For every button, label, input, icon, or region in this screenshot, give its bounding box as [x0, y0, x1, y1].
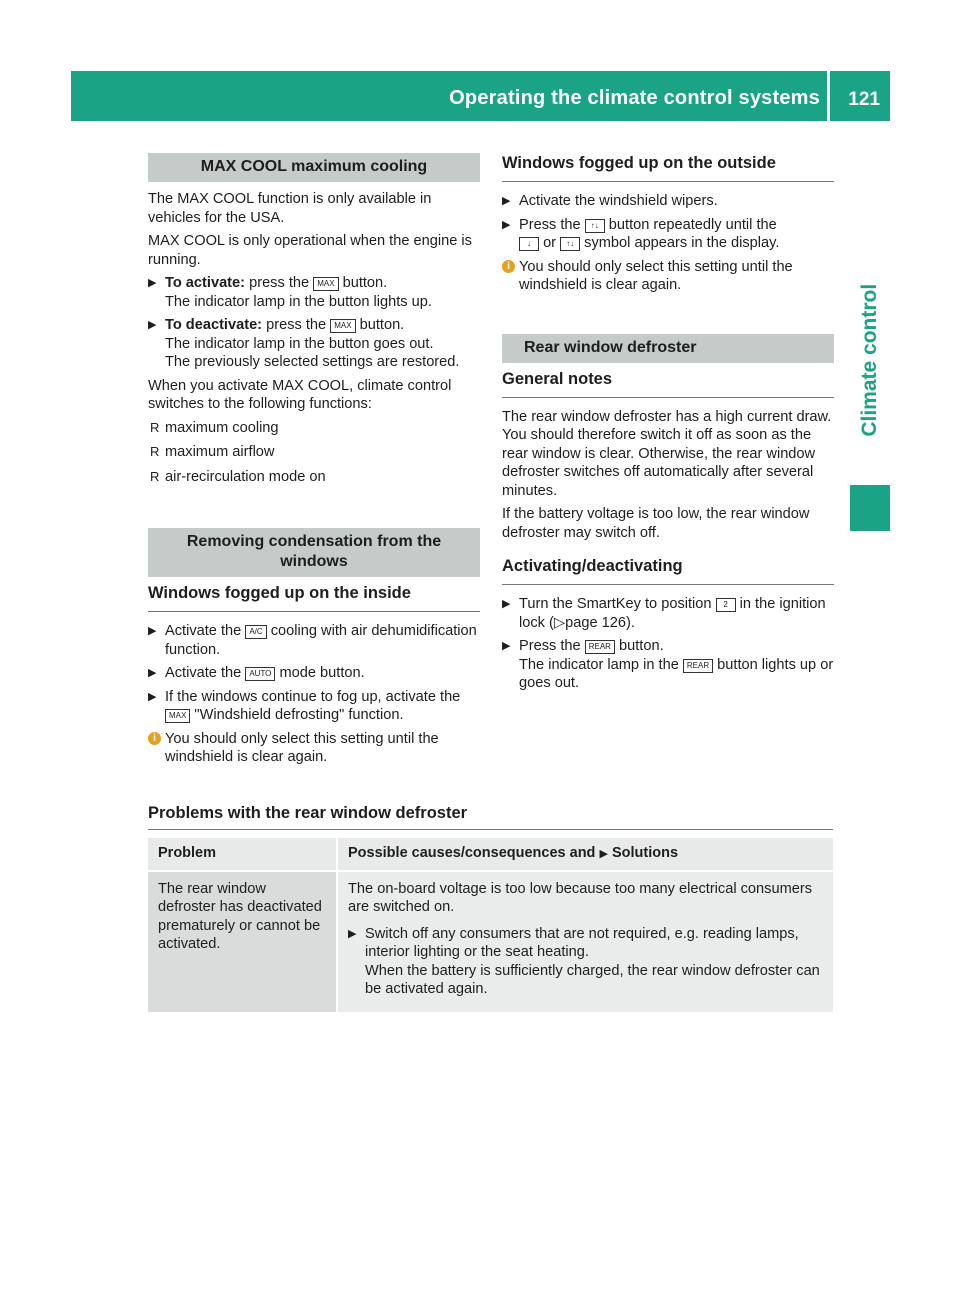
header-title: Operating the climate control systems: [449, 87, 820, 109]
rear-defrost-key-icon: REAR: [585, 640, 615, 654]
arrow-icon: ▶: [148, 319, 157, 331]
arrow-icon: ▶: [148, 277, 157, 289]
header-divider: [827, 71, 830, 121]
rear-p1: The rear window defroster has a high current draw. You should therefore switch it off as soon as the rear window is clear. Otherwise, the rear window defroster switches off automatically after several minutes.: [502, 408, 832, 499]
outside-step-2: ▶ Press the ↑↓ button repeatedly until the ↓ or ↑↓ symbol appears in the display.: [502, 216, 780, 251]
windshield-defrost-key-icon: MAX: [165, 709, 190, 723]
airflow-down-icon: ↓: [519, 237, 539, 251]
outside-step-1: ▶ Activate the windshield wipers.: [502, 193, 718, 209]
chapter-tab: [850, 283, 890, 437]
column-header-solutions: Possible causes/consequences and ▶ Solutions: [337, 838, 833, 871]
page-number: 121: [848, 89, 880, 110]
max-cool-key-icon: MAX: [313, 277, 338, 291]
info-icon: i: [502, 260, 515, 273]
airflow-up-down-icon: ↑↓: [560, 237, 580, 251]
inside-step-3: ▶ If the windows continue to fog up, activate the MAX "Windshield defrosting" function.: [148, 688, 461, 723]
deactivate-step: ▶ To deactivate: press the MAX button. The indicator lamp in the button goes out. The previously selected settings are restored.: [148, 317, 460, 370]
arrow-icon: ▶: [502, 640, 511, 652]
arrow-icon: ▶: [148, 625, 157, 637]
activating-heading: Activating/deactivating: [502, 550, 834, 585]
right-column: [502, 153, 834, 698]
max-cool-p2: MAX COOL is only operational when the engine is running.: [148, 233, 472, 268]
max-cool-key-icon: MAX: [330, 319, 355, 333]
rear-step-1: ▶ Turn the SmartKey to position 2 in the ignition lock (▷page 126).: [502, 596, 826, 631]
list-item: R maximum airflow: [150, 444, 275, 460]
table-row: [148, 871, 833, 1012]
rear-defrost-key-icon: REAR: [683, 659, 713, 673]
arrow-icon: ▶: [148, 667, 157, 679]
problems-heading: Problems with the rear window defroster: [148, 803, 833, 830]
page-reference-icon: ▷: [553, 614, 566, 631]
rear-defroster-heading: Rear window defroster: [502, 334, 834, 363]
page-reference[interactable]: page 126: [565, 614, 626, 631]
activate-step: ▶ To activate: press the MAX button. The indicator lamp in the button lights up.: [148, 275, 432, 310]
general-notes-heading: General notes: [502, 363, 834, 398]
table-header-row: [148, 838, 833, 871]
rear-p2: If the battery voltage is too low, the rear window defroster may switch off.: [502, 506, 810, 541]
bullet-icon: R: [150, 468, 160, 484]
arrow-icon: ▶: [502, 598, 511, 610]
inside-heading: Windows fogged up on the inside: [148, 577, 480, 612]
ac-key-icon: A/C: [245, 625, 266, 639]
page-header: [71, 71, 890, 121]
info-icon: i: [148, 732, 161, 745]
max-cool-p1: The MAX COOL function is only available in vehicles for the USA.: [148, 191, 432, 226]
outside-heading: Windows fogged up on the outside: [502, 153, 834, 182]
chapter-marker: [850, 485, 890, 531]
arrow-icon: ▶: [348, 927, 357, 940]
condensation-heading: Removing condensation from the windows: [148, 528, 480, 577]
bullet-icon: R: [150, 419, 160, 435]
rear-step-2: ▶ Press the REAR button. The indicator lamp in the REAR button lights up or goes out.: [502, 638, 834, 691]
solution-step: ▶ Switch off any consumers that are not required, e.g. reading lamps, interior lighting or the seat heating. When the battery is sufficiently charged, the rear window defroster can be activated again.: [348, 925, 820, 997]
arrow-icon: ▶: [148, 690, 157, 703]
auto-key-icon: AUTO: [245, 667, 275, 681]
max-cool-p3: When you activate MAX COOL, climate control switches to the following functions:: [148, 377, 452, 412]
inside-step-1: ▶ Activate the A/C cooling with air dehumidification function.: [148, 623, 477, 658]
max-cool-heading: MAX COOL maximum cooling: [148, 153, 480, 182]
air-distribution-key-icon: ↑↓: [585, 219, 605, 233]
problem-cell: The rear window defroster has deactivated prematurely or cannot be activated.: [148, 871, 337, 1012]
arrow-icon: ▶: [502, 195, 511, 207]
problems-table: [148, 838, 833, 1012]
column-header-problem: Problem: [148, 838, 337, 871]
solution-cell: The on-board voltage is too low because too many electrical consumers are switched on. ▶ Switch off any consumers that are not required, e.g. reading lamps, interior lighting or the seat heating. When the battery is sufficiently charged, the rear window defroster can be activated again.: [337, 871, 833, 1012]
arrow-icon: ▶: [599, 848, 608, 860]
list-item: R maximum cooling: [150, 419, 279, 436]
outside-info: i You should only select this setting until the windshield is clear again.: [502, 258, 834, 295]
arrow-icon: ▶: [502, 218, 511, 231]
chapter-tab-label: Climate control: [857, 283, 881, 437]
inside-info: i You should only select this setting until the windshield is clear again.: [148, 730, 480, 767]
ignition-position-icon: 2: [716, 598, 736, 612]
inside-step-2: ▶ Activate the AUTO mode button.: [148, 665, 365, 681]
left-column: [148, 153, 480, 772]
list-item: R air-recirculation mode on: [150, 468, 326, 485]
bullet-icon: R: [150, 444, 160, 459]
